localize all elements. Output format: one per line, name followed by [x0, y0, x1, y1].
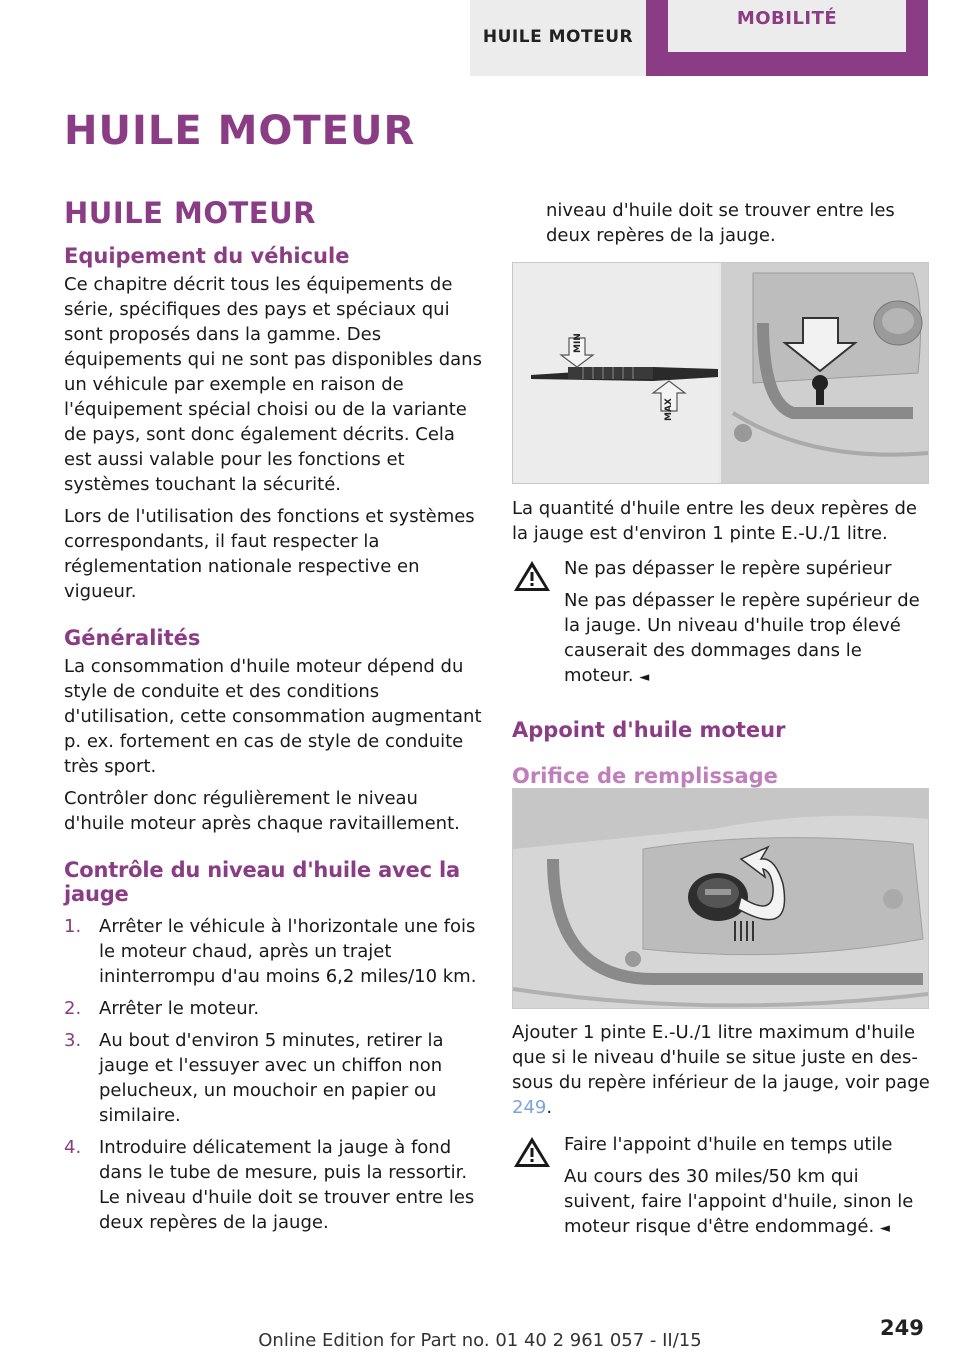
- dipstick-figure: [512, 262, 929, 484]
- header-section-tab[interactable]: [470, 0, 646, 76]
- dipstick-illustration: [513, 263, 928, 483]
- footer-edition: Online Edition for Part no. 01 40 2 961 057 - II/15: [258, 1330, 702, 1351]
- warning-2-title: Faire l'appoint d'huile en temps utile: [564, 1134, 893, 1155]
- generalites-heading: Généralités: [64, 626, 201, 650]
- quantite-paragraph: La quantité d'huile entre les deux repères de la jauge est d'environ 1 pinte E.-U./1 litre.: [512, 498, 918, 544]
- step-number: 4.: [64, 1137, 82, 1158]
- header-chapter-tab[interactable]: [646, 0, 928, 76]
- warning-2-body: [512, 1164, 930, 1241]
- warning-1: [512, 556, 930, 690]
- right-column: [512, 496, 930, 788]
- equipement-heading: Equipement du véhicule: [64, 244, 350, 268]
- warning-1-body: [512, 588, 930, 690]
- controle-heading: Contrôle du niveau d'huile avec la jauge: [64, 858, 460, 906]
- max-label: MAX: [664, 398, 674, 421]
- right-column-lower: [512, 1020, 930, 1241]
- controle-steps: [64, 914, 482, 1233]
- step-text: Arrêter le véhicule à l'horizontale une fois le moteur chaud, après un trajet ininterrompu d'au moins 6,2 miles/10 km.: [99, 916, 477, 987]
- page-number: 249: [880, 1316, 924, 1340]
- header-section-label: HUILE MOTEUR: [482, 27, 634, 47]
- filler-cap-illustration: [513, 789, 928, 1008]
- section-title: HUILE MOTEUR: [64, 196, 316, 230]
- equipement-paragraph-2: Lors de l'utilisation des fonctions et systèmes correspondants, il faut respecter la réglementation nationale respective en vigueur.: [64, 506, 475, 602]
- header-chapter-box: [668, 0, 906, 52]
- warning-2: [512, 1132, 930, 1241]
- equipement-paragraph-1: Ce chapitre décrit tous les équipements de série, spécifiques des pays et spéciaux qui sont proposés dans la gamme. Des équipements qui ne sont pas disponibles dans un véhicule par exemple en raison de l'équipement spécial choisi ou de la variante de pays, sont donc également décrits. Cela est aussi valable pour les fonctions et systèmes touchant la sécurité.: [64, 274, 482, 495]
- warning-1-title: Ne pas dépasser le repère supérieur: [564, 558, 892, 579]
- step-item: [64, 1135, 482, 1233]
- min-label: MIN: [573, 333, 583, 353]
- step-item: [64, 1028, 482, 1128]
- appoint-text: Ajouter 1 pinte E.-U./1 litre maximum d'huile que si le niveau d'huile se situe juste en dessous du repère inférieur de la jauge, voir page: [512, 1022, 930, 1093]
- page-title: HUILE MOTEUR: [64, 108, 416, 154]
- generalites-paragraph-2: Contrôler donc régulièrement le niveau d'huile moteur après chaque ravitaillement.: [64, 788, 460, 834]
- step-item: [64, 914, 482, 989]
- header-chapter-label: MOBILITÉ: [736, 8, 838, 29]
- step-text: Arrêter le moteur.: [99, 998, 260, 1019]
- appoint-paragraph: [512, 1020, 930, 1120]
- end-mark-icon: ◄: [879, 1221, 890, 1236]
- warning-triangle-icon: [512, 1134, 552, 1170]
- step-number: 1.: [64, 916, 82, 937]
- step-item: [64, 996, 482, 1021]
- end-mark-icon: ◄: [639, 670, 650, 685]
- step-4-continuation: niveau d'huile doit se trouver entre les deux repères de la jauge.: [546, 200, 895, 246]
- appoint-heading: Appoint d'huile moteur: [512, 718, 786, 742]
- warning-triangle-icon: [512, 558, 552, 594]
- warning-2-body-text: Au cours des 30 miles/50 km qui suivent, faire l'appoint d'huile, sinon le moteur risque d'être endommagé.: [564, 1166, 914, 1237]
- step-text: Au bout d'environ 5 minutes, retirer la jauge et l'essuyer avec un chiffon non pelucheux, un mouchoir en papier ou similaire.: [99, 1030, 444, 1126]
- left-column: [64, 196, 482, 1233]
- filler-cap-figure: [512, 788, 929, 1009]
- warning-1-body-text: Ne pas dépasser le repère supérieur de la jauge. Un niveau d'huile trop élevé causerait des dommages dans le moteur.: [564, 590, 920, 686]
- page-249-link[interactable]: 249: [512, 1097, 547, 1118]
- step-number: 3.: [64, 1030, 82, 1051]
- generalites-paragraph-1: La consommation d'huile moteur dépend du style de conduite et des conditions d'utilisation, cette consommation augmentant p. ex. fortement en cas de style de conduite très sport.: [64, 656, 482, 777]
- appoint-text-end: .: [546, 1097, 553, 1118]
- step-text: Introduire délicatement la jauge à fond dans le tube de mesure, puis la ressortir. Le niveau d'huile doit se trouver entre les deux repères de la jauge.: [99, 1137, 475, 1233]
- step-number: 2.: [64, 998, 82, 1019]
- orifice-subheading: Orifice de remplissage: [512, 764, 778, 788]
